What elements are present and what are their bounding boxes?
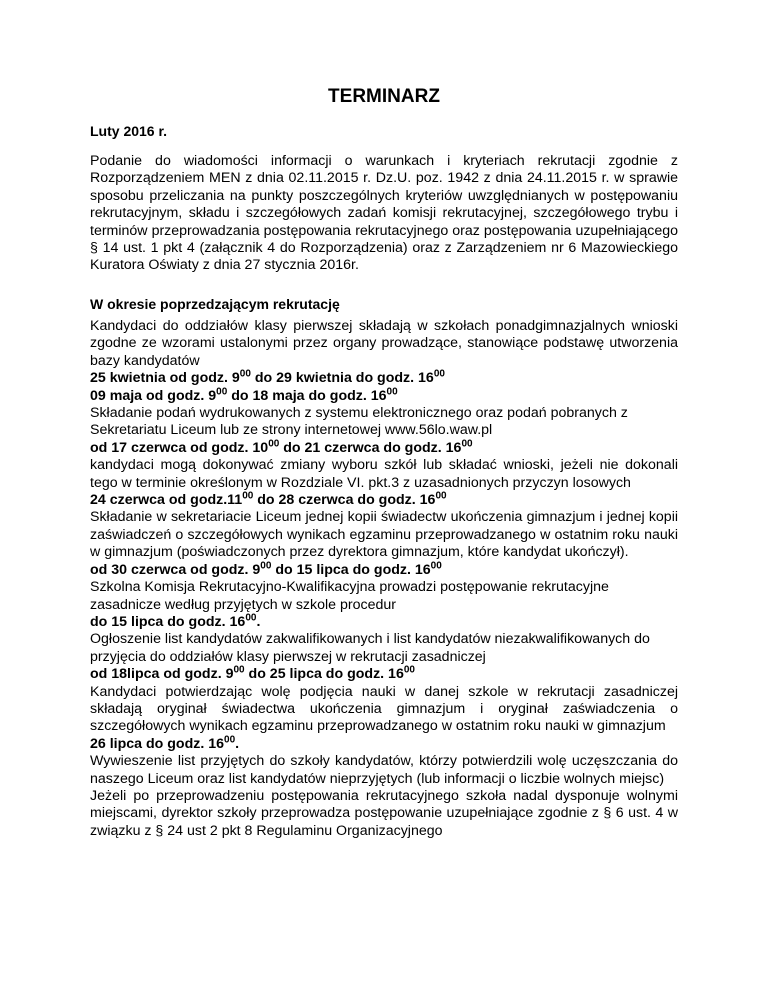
entry-description: Szkolna Komisja Rekrutacyjno-Kwalifikacyjna prowadzi postępowanie rekrutacyjne zasadnicze według przyjętych w szkole procedur: [90, 579, 609, 613]
schedule-body: [90, 318, 678, 840]
entry-description: Ogłoszenie list kandydatów zakwalifikowanych i list kandydatów niezakwalifikowanych do przyjęcia do oddziałów klasy pierwszej w rekrutacji zasadniczej: [90, 631, 650, 665]
entry-date: 09 maja od godz. $9^{00}$ do 18 maja do godz. $16^{00}$: [90, 385, 398, 404]
section-heading: W okresie poprzedzającym rekrutację: [90, 296, 340, 312]
document-title: TERMINARZ: [328, 86, 440, 107]
entry-description: Jeżeli po przeprowadzeniu postępowania rekrutacyjnego szkoła nadal dysponuje wolnymi miejscami, dyrektor szkoły przeprowadza postępowanie uzupełniające zgodnie z § 6 ust. 4 w związku z § 24 ust 2 pkt 8 Regulaminu Organizacyjnego: [90, 787, 678, 839]
entry-date: od 30 czerwca od godz. $9^{00}$ do 15 lipca do godz. $16^{00}$: [90, 559, 442, 578]
entry-description: Składanie podań wydrukowanych z systemu elektronicznego oraz podań pobranych z Sekretariatu Liceum lub ze strony internetowej www.56lo.waw.pl: [90, 405, 628, 439]
entry-date: 26 lipca do godz. $16^{00}$.: [90, 734, 240, 752]
entry-date: od 18lipca od godz. $9^{00}$ do 25 lipca do godz. $16^{00}$: [90, 664, 415, 683]
document-date: Luty 2016 r.: [90, 123, 168, 139]
entry-date: od 17 czerwca od godz. $10^{00}$ do 21 czerwca do godz. $16^{00}$: [90, 438, 473, 456]
entry-date: 25 kwietnia od godz. $9^{00}$ do 29 kwietnia do godz. $16^{00}$: [90, 368, 445, 387]
entry-description: Składanie w sekretariacie Liceum jednej kopii świadectw ukończenia gimnazjum i jednej kopii zaświadczeń o szczegółowych wynikach egzaminu przeprowadzanego w ostatnim roku nauki w gimnazjum (poświadczonych przez dyrektora gimnazjum, które kandydat ukończył).: [90, 509, 678, 561]
intro-paragraph: Podanie do wiadomości informacji o warunkach i kryteriach rekrutacji zgodnie z Rozporządzeniem MEN z dnia 02.11.2015 r. Dz.U. poz. 1942 z dnia 24.11.2015 r. w sprawie sposobu przeliczania na punkty poszczególnych kryteriów uwzględnianych w postępowaniu rekrutacyjnym, składu i szczegółowych zadań komisji rekrutacyjnej, szczegółowego trybu i terminów przeprowadzania postępowania rekrutacyjnego oraz postępowania uzupełniającego § 14 ust. 1 pkt 4 (załącznik 4 do Rozporządzenia) oraz z Zarządzeniem nr 6 Mazowieckiego Kuratora Oświaty z dnia 27 stycznia 2016r.: [90, 153, 678, 274]
entry-description: Kandydaci potwierdzając wolę podjęcia nauki w danej szkole w rekrutacji zasadniczej składają oryginał świadectwa ukończenia gimnazjum i oryginał zaświadczenia o szczegółowych wynikach egzaminu przeprowadzanego w ostatnim roku nauki w gimnazjum: [90, 683, 678, 735]
entry-description: Kandydaci do oddziałów klasy pierwszej składają w szkołach ponadgimnazjalnych wnioski zgodne ze wzorami ustalonymi przez organy prowadzące, stanowiące podstawę utworzenia bazy kandydatów: [90, 318, 678, 369]
entry-date: 24 czerwca od $godz.11^{00}$ do 28 czerwca do godz. $16^{00}$: [90, 490, 447, 509]
entry-description: kandydaci mogą dokonywać zmiany wyboru szkół lub składać wnioski, jeżeli nie dokonali tego w terminie określonym w Rozdziale VI. pkt.3 z uzasadnionych przyczyn losowych: [90, 457, 678, 491]
entry-description: Wywieszenie list przyjętych do szkoły kandydatów, którzy potwierdzili wolę uczęszczania do naszego Liceum oraz list kandydatów nieprzyjętych (lub informacji o liczbie wolnych miejsc): [90, 753, 678, 787]
entry-date: do 15 lipca do godz. $16^{00}$.: [90, 612, 261, 630]
